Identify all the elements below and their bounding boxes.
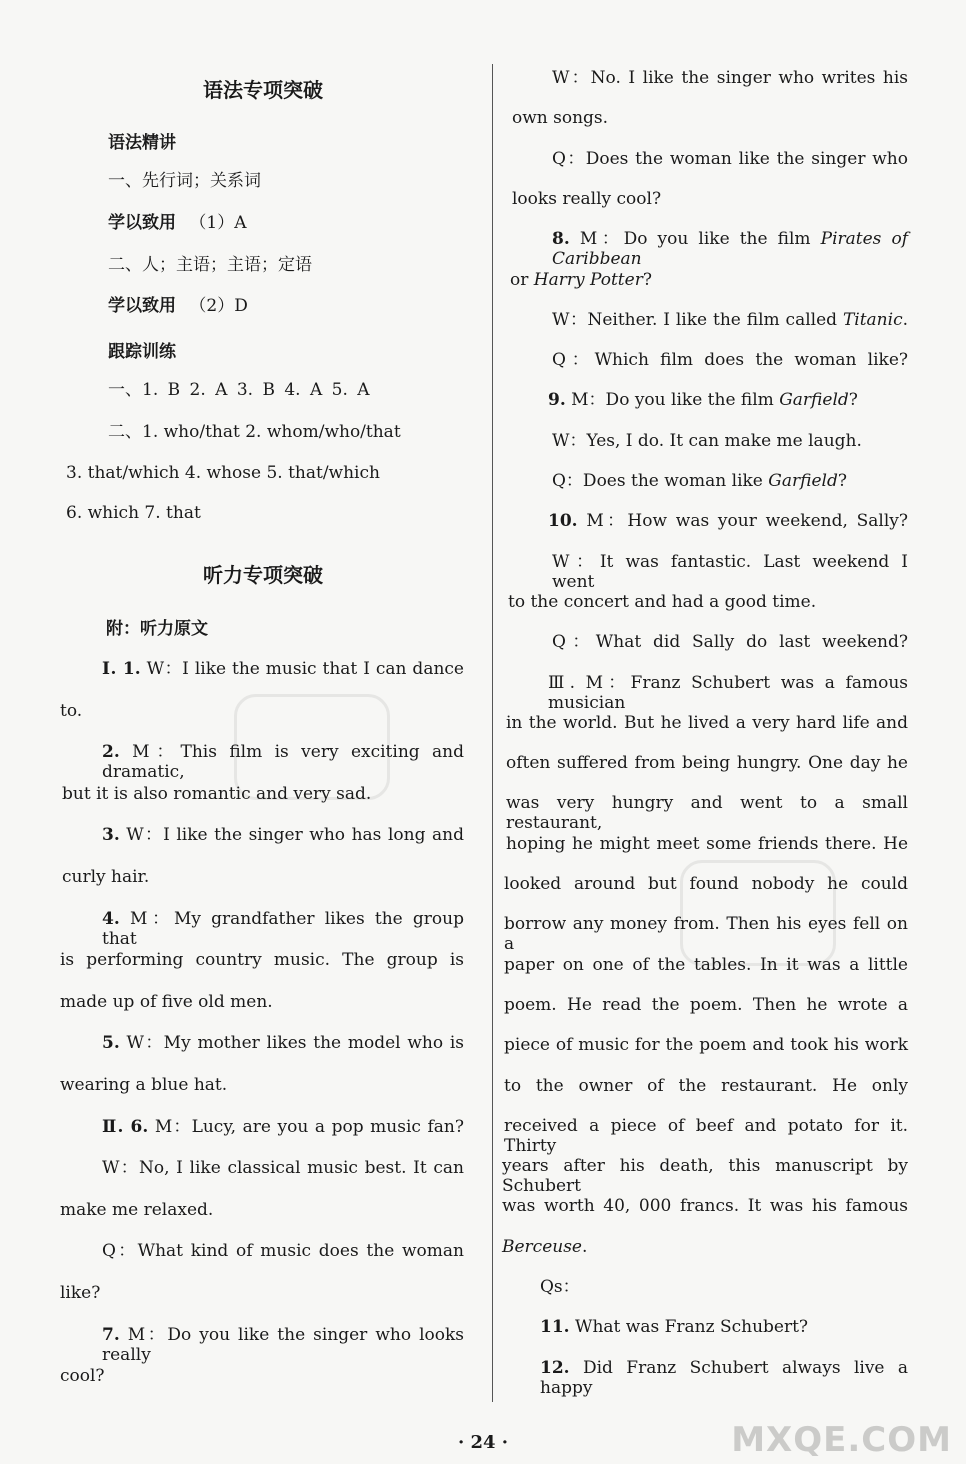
- listening-section-title: 听力专项突破: [203, 563, 323, 587]
- transcript-line: curly hair.: [62, 867, 150, 887]
- tracking-answers-4: 6. which 7. that: [66, 503, 201, 523]
- transcript-line: like?: [60, 1283, 101, 1303]
- transcript-line: borrow any money from. Then his eyes fell on a: [504, 914, 908, 954]
- transcript-line: 4. M：My grandfather likes the group that: [102, 909, 464, 949]
- transcript-line: years after his death, this manuscript by Schubert: [502, 1156, 908, 1196]
- grammar-subheading: 语法精讲: [108, 133, 176, 153]
- transcript-line: paper on one of the tables. In it was a little: [504, 955, 908, 975]
- transcript-line: Berceuse.: [502, 1237, 588, 1257]
- transcript-line: 12. Did Franz Schubert always live a happy: [540, 1358, 908, 1398]
- transcript-line: Qs：: [540, 1277, 580, 1297]
- transcript-line: or Harry Potter?: [510, 270, 652, 290]
- grammar-point-1: 一、先行词；关系词: [108, 171, 261, 191]
- transcript-line: Q：Which film does the woman like?: [552, 350, 908, 370]
- transcript-line: received a piece of beef and potato for it. Thirty: [504, 1116, 908, 1156]
- apply-1-answer: （1）A: [189, 213, 247, 233]
- grammar-point-2: 二、人；主语；主语；定语: [108, 255, 312, 275]
- tracking-answers-1: 一、1. B 2. A 3. B 4. A 5. A: [108, 380, 370, 400]
- transcript-line: W：Yes, I do. It can make me laugh.: [552, 431, 862, 451]
- transcript-line: W：No. I like the singer who writes his: [552, 68, 908, 88]
- transcript-line: 3. W：I like the singer who has long and: [102, 825, 464, 845]
- watermark-text: MXQE.COM: [731, 1420, 952, 1460]
- transcript-line: 11. What was Franz Schubert?: [540, 1317, 809, 1337]
- transcript-line: looked around but found nobody he could: [504, 874, 908, 894]
- transcript-line: looks really cool?: [512, 189, 662, 209]
- transcript-line: to.: [60, 701, 83, 721]
- apply-1: [108, 213, 247, 233]
- transcript-line: poem. He read the poem. Then he wrote a: [504, 995, 908, 1015]
- transcript-line: 7. M：Do you like the singer who looks really: [102, 1325, 464, 1365]
- transcript-line: 8. M：Do you like the film Pirates of Caribbean: [552, 229, 908, 269]
- apply-2: [108, 296, 248, 316]
- transcript-line: Ⅰ. 1. W：I like the music that I can dance: [102, 659, 464, 679]
- tracking-answers-3: 3. that/which 4. whose 5. that/which: [66, 463, 380, 483]
- transcript-line: wearing a blue hat.: [60, 1075, 228, 1095]
- transcript-line: cool?: [60, 1366, 105, 1386]
- transcript-line: Q：Does the woman like the singer who: [552, 149, 908, 169]
- transcript-line: but it is also romantic and very sad.: [62, 784, 372, 804]
- transcript-line: made up of five old men.: [60, 992, 273, 1012]
- transcript-line: was very hungry and went to a small restaurant,: [506, 793, 908, 833]
- transcript-line: hoping he might meet some friends there. He: [506, 834, 908, 854]
- tracking-answers-2: 二、1. who/that 2. whom/who/that: [108, 422, 401, 442]
- transcript-line: make me relaxed.: [60, 1200, 214, 1220]
- apply-2-answer: （2）D: [189, 296, 248, 316]
- transcript-line: to the owner of the restaurant. He only: [504, 1076, 908, 1096]
- transcript-line: 10. M：How was your weekend, Sally?: [548, 511, 908, 531]
- transcript-line: was worth 40, 000 francs. It was his famous: [502, 1196, 908, 1216]
- apply-2-label: 学以致用: [108, 296, 176, 316]
- tracking-subheading: 跟踪训练: [108, 342, 176, 362]
- transcript-line: 2. M：This film is very exciting and dramatic,: [102, 742, 464, 782]
- transcript-line: to the concert and had a good time.: [508, 592, 817, 612]
- column-divider: [492, 64, 493, 1402]
- transcript-line: own songs.: [512, 108, 609, 128]
- transcript-line: often suffered from being hungry. One day he: [506, 753, 908, 773]
- listening-subheading: 附：听力原文: [106, 619, 208, 639]
- transcript-line: is performing country music. The group is: [60, 950, 464, 970]
- transcript-line: piece of music for the poem and took his work: [504, 1035, 908, 1055]
- page-number: · 24 ·: [457, 1432, 509, 1453]
- transcript-line: Q：What did Sally do last weekend?: [552, 632, 908, 652]
- apply-1-label: 学以致用: [108, 213, 176, 233]
- transcript-line: W：No, I like classical music best. It can: [102, 1158, 464, 1178]
- transcript-line: Q：What kind of music does the woman: [102, 1241, 464, 1261]
- grammar-section-title: 语法专项突破: [203, 78, 323, 102]
- transcript-line: in the world. But he lived a very hard life and: [506, 713, 908, 733]
- transcript-line: Ⅱ. 6. M：Lucy, are you a pop music fan?: [102, 1117, 464, 1137]
- transcript-line: 5. W：My mother likes the model who is: [102, 1033, 464, 1053]
- transcript-line: 9. M：Do you like the film Garfield?: [548, 390, 858, 410]
- transcript-line: Ⅲ. M：Franz Schubert was a famous musician: [548, 673, 908, 713]
- transcript-line: W：It was fantastic. Last weekend I went: [552, 552, 908, 592]
- transcript-line: W：Neither. I like the film called Titanic.: [552, 310, 908, 330]
- transcript-line: Q：Does the woman like Garfield?: [552, 471, 847, 491]
